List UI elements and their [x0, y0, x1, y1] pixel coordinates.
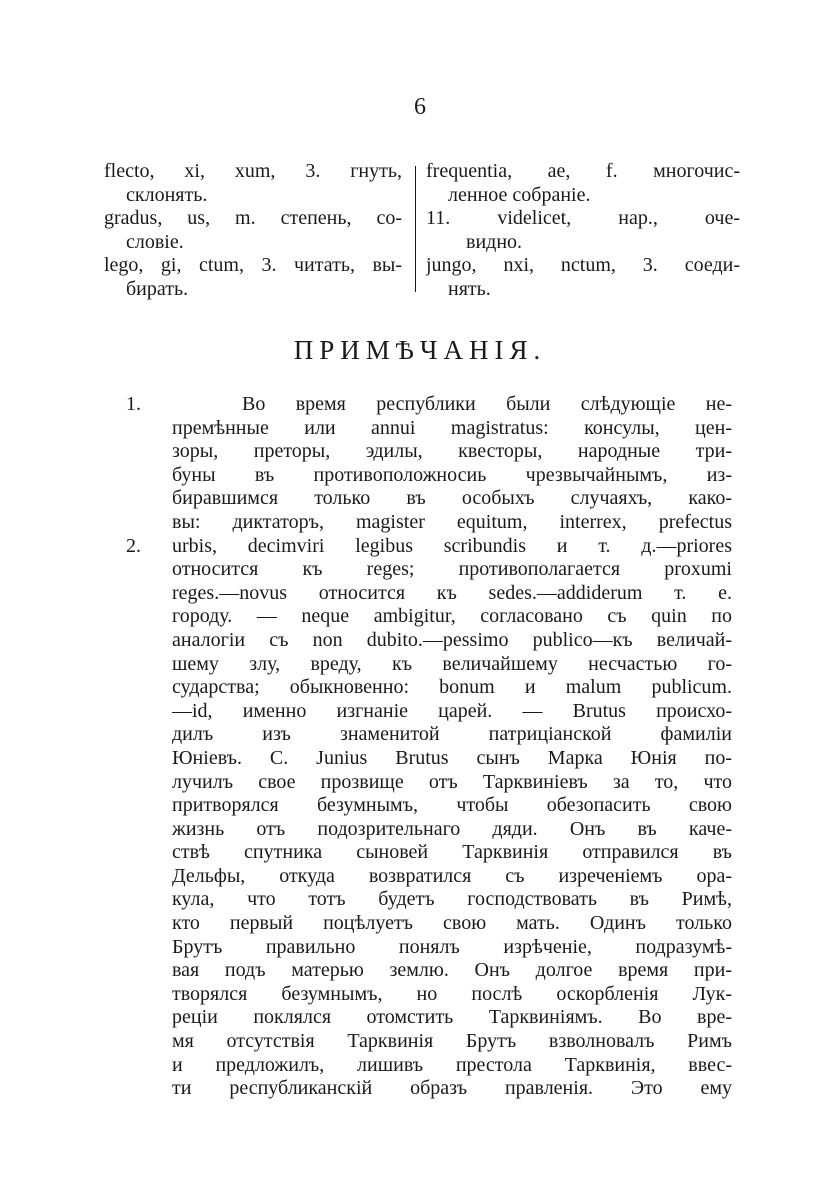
note-number: 2. [126, 534, 141, 557]
note-line: Брутъ правильно понялъ изрѣченіе, подразумѣ- [172, 935, 732, 958]
vocab-entry-headline: gradus, us, m. степень, со- [104, 207, 402, 229]
note-line: и предложилъ, лишивъ престола Тарквинія, ввес- [172, 1053, 732, 1076]
notes-text [172, 393, 732, 1101]
note-line: премѣнные или annui magistratus: консулы, цен- [172, 416, 732, 439]
vocab-entry-headline: flecto, xi, xum, 3. гнуть, [104, 160, 402, 182]
note-line: кто первый поцѣлуетъ свою мать. Одинъ только [172, 912, 732, 935]
vocab-entry-continuation: видно. [466, 230, 523, 253]
note-line: Во время республики были слѣдующіе не- [242, 393, 732, 415]
note-line: притворялся безумнымъ, чтобы обезопасить свою [172, 794, 732, 817]
vocab-entry-headline: 11. videlicet, нар., оче- [426, 207, 740, 229]
note-line: относится къ reges; противополагается proxumi [172, 558, 732, 581]
note-line: вы: диктаторъ, magister equitum, interrex, prefectus [172, 510, 732, 533]
note-line: буны въ противоположносиь чрезвычайнымъ, из- [172, 463, 732, 486]
vocab-entry-headline: frequentia, ae, f. многочис- [426, 160, 740, 182]
note-line: реціи поклялся отомстить Тарквиніямъ. Во вре- [172, 1006, 732, 1029]
note-line: лучилъ свое прозвище отъ Тарквиніевъ за то, что [172, 770, 732, 793]
vocabulary-left-column [104, 160, 402, 301]
note-line: мя отсутствія Тарквинія Брутъ взволновалъ Римъ [172, 1030, 732, 1053]
vocab-entry-headline: lego, gi, ctum, 3. читать, вы- [104, 254, 402, 276]
vocab-entry [426, 160, 740, 207]
note-line: —id, именно изгнаніе царей. — Brutus происхо- [172, 699, 732, 722]
vocab-entry [104, 160, 402, 207]
vocab-entry-continuation: словіе. [126, 230, 184, 253]
note-line: аналогіи съ non dubito.—pessimo publico—къ величай- [172, 628, 732, 651]
vocab-entry [104, 254, 402, 301]
vocab-entry [426, 254, 740, 301]
vocab-entry [104, 207, 402, 254]
note-line: сударства; обыкновенно: bonum и malum publicum. [172, 676, 732, 699]
note-line: reges.—novus относится къ sedes.—addiderum т. е. [172, 581, 732, 604]
note-line: urbis, decimviri legibus scribundis и т. д.—priores [172, 534, 732, 557]
note-line: кула, что тотъ будетъ господствовать въ Римѣ, [172, 888, 732, 911]
note-line: творялся безумнымъ, но послѣ оскорбленія Лук- [172, 982, 732, 1005]
note-line: дилъ изъ знаменитой патриціанской фамиліи [172, 723, 732, 746]
section-title: ПРИМѢЧАНІЯ. [293, 335, 547, 365]
note-line: зоры, преторы, эдилы, квесторы, народные три- [172, 440, 732, 463]
note-line: шему злу, вреду, къ величайшему несчастью го- [172, 652, 732, 675]
page-number: 6 [414, 94, 426, 120]
vocab-entry-continuation: нять. [448, 277, 491, 300]
vocabulary-right-column [426, 160, 740, 301]
note-line: вая подъ матерью землю. Онъ долгое время при- [172, 959, 732, 982]
vocab-entry-continuation: склонять. [126, 183, 208, 206]
note-line: ствѣ спутника сыновей Тарквинія отправился въ [172, 841, 732, 864]
note-line: жизнь отъ подозрительнаго дяди. Онъ въ каче- [172, 817, 732, 840]
vocabulary-section [104, 160, 740, 300]
vocab-entry-continuation: бирать. [126, 277, 189, 300]
vocab-entry [426, 207, 740, 254]
note-line: Юніевъ. C. Junius Brutus сынъ Марка Юнія по- [172, 746, 732, 769]
note-line: Дельфы, откуда возвратился съ изреченіемъ ора- [172, 864, 732, 887]
vocab-entry-continuation: ленное собраніе. [448, 183, 591, 206]
vocab-entry-headline: jungo, nxi, nctum, 3. соеди- [426, 254, 740, 276]
note-line: ти республиканскій образъ правленія. Это ему [172, 1077, 732, 1100]
note-line: биравшимся только въ особыхъ случаяхъ, како- [172, 487, 732, 510]
note-line: городу. — neque ambigitur, согласовано съ quin по [172, 605, 732, 628]
column-divider [415, 166, 416, 292]
note-number: 1. [126, 393, 141, 415]
